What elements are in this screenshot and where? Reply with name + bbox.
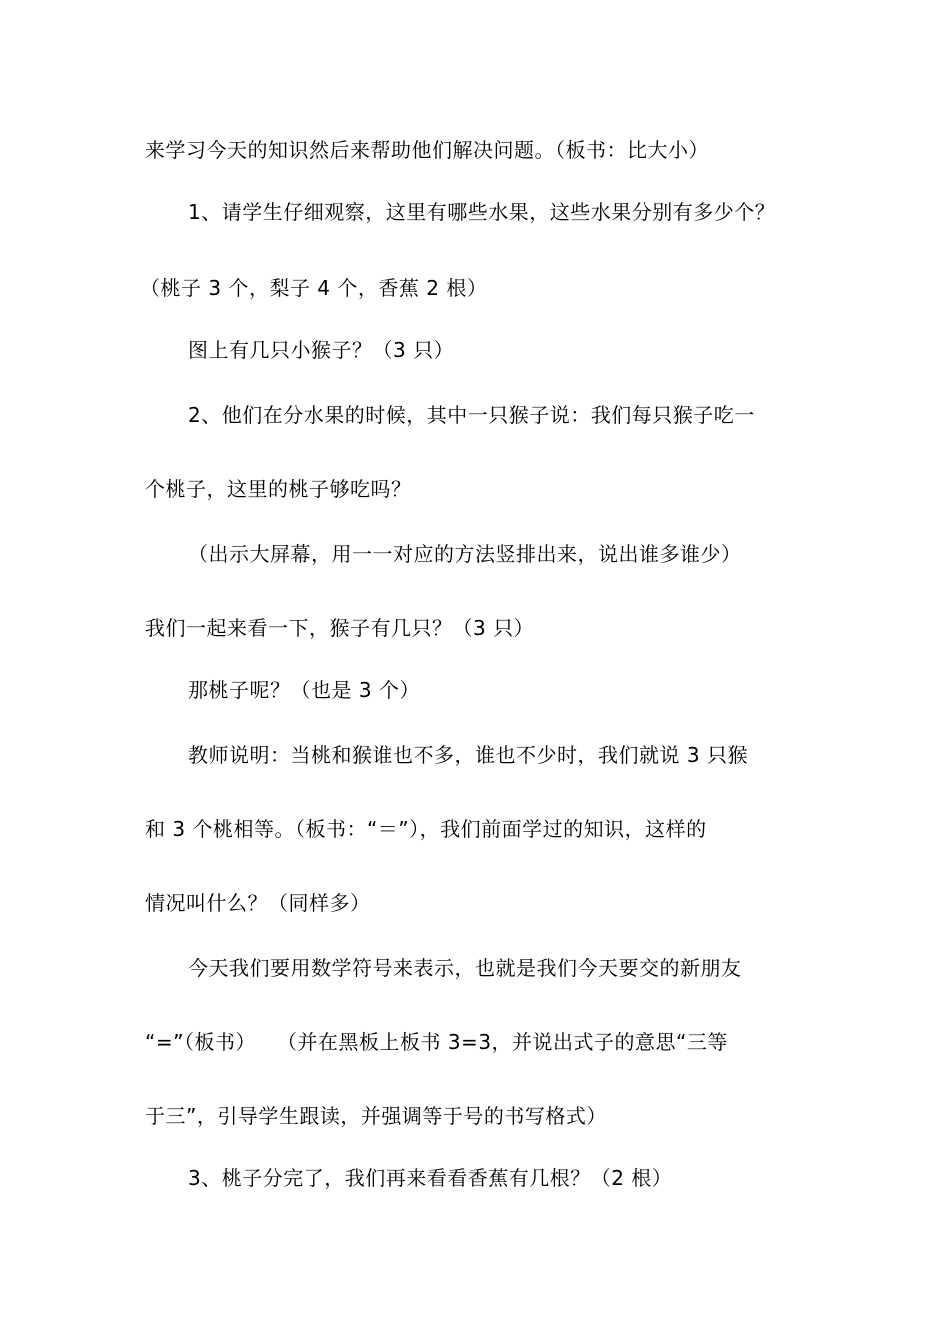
text-line-12: 情况叫什么？（同样多） — [145, 891, 371, 915]
text-line-16: 3、桃子分完了，我们再来看看香蕉有几根？（2 根） — [188, 1166, 673, 1190]
text-line-4: 图上有几只小猴子？（3 只） — [188, 338, 455, 362]
text-line-6: 个桃子，这里的桃子够吃吗？ — [145, 477, 412, 501]
text-line-2: 1、请学生仔细观察，这里有哪些水果，这些水果分别有多少个？ — [188, 200, 776, 224]
text-line-9: 那桃子呢？（也是 3 个） — [188, 678, 420, 702]
text-line-10: 教师说明：当桃和猴谁也不多，谁也不少时，我们就说 3 只猴 — [188, 743, 748, 767]
text-line-15: 于三”，引导学生跟读，并强调等于号的书写格式） — [145, 1104, 607, 1128]
text-line-8: 我们一起来看一下，猴子有几只？（3 只） — [145, 616, 535, 640]
text-line-11: 和 3 个桃相等。（板书：“＝”），我们前面学过的知识，这样的 — [145, 817, 707, 841]
text-line-14: “=”（板书） （并在黑板上板书 3=3，并说出式子的意思“三等 — [145, 1030, 728, 1054]
text-line-7: （出示大屏幕，用一一对应的方法竖排出来，说出谁多谁少） — [188, 542, 742, 566]
text-line-13: 今天我们要用数学符号来表示，也就是我们今天要交的新朋友 — [188, 956, 742, 980]
text-line-1: 来学习今天的知识然后来帮助他们解决问题。（板书：比大小） — [145, 138, 709, 162]
text-line-5: 2、他们在分水果的时候，其中一只猴子说：我们每只猴子吃一 — [188, 403, 755, 427]
text-line-3: （桃子 3 个，梨子 4 个，香蕉 2 根） — [140, 276, 488, 300]
